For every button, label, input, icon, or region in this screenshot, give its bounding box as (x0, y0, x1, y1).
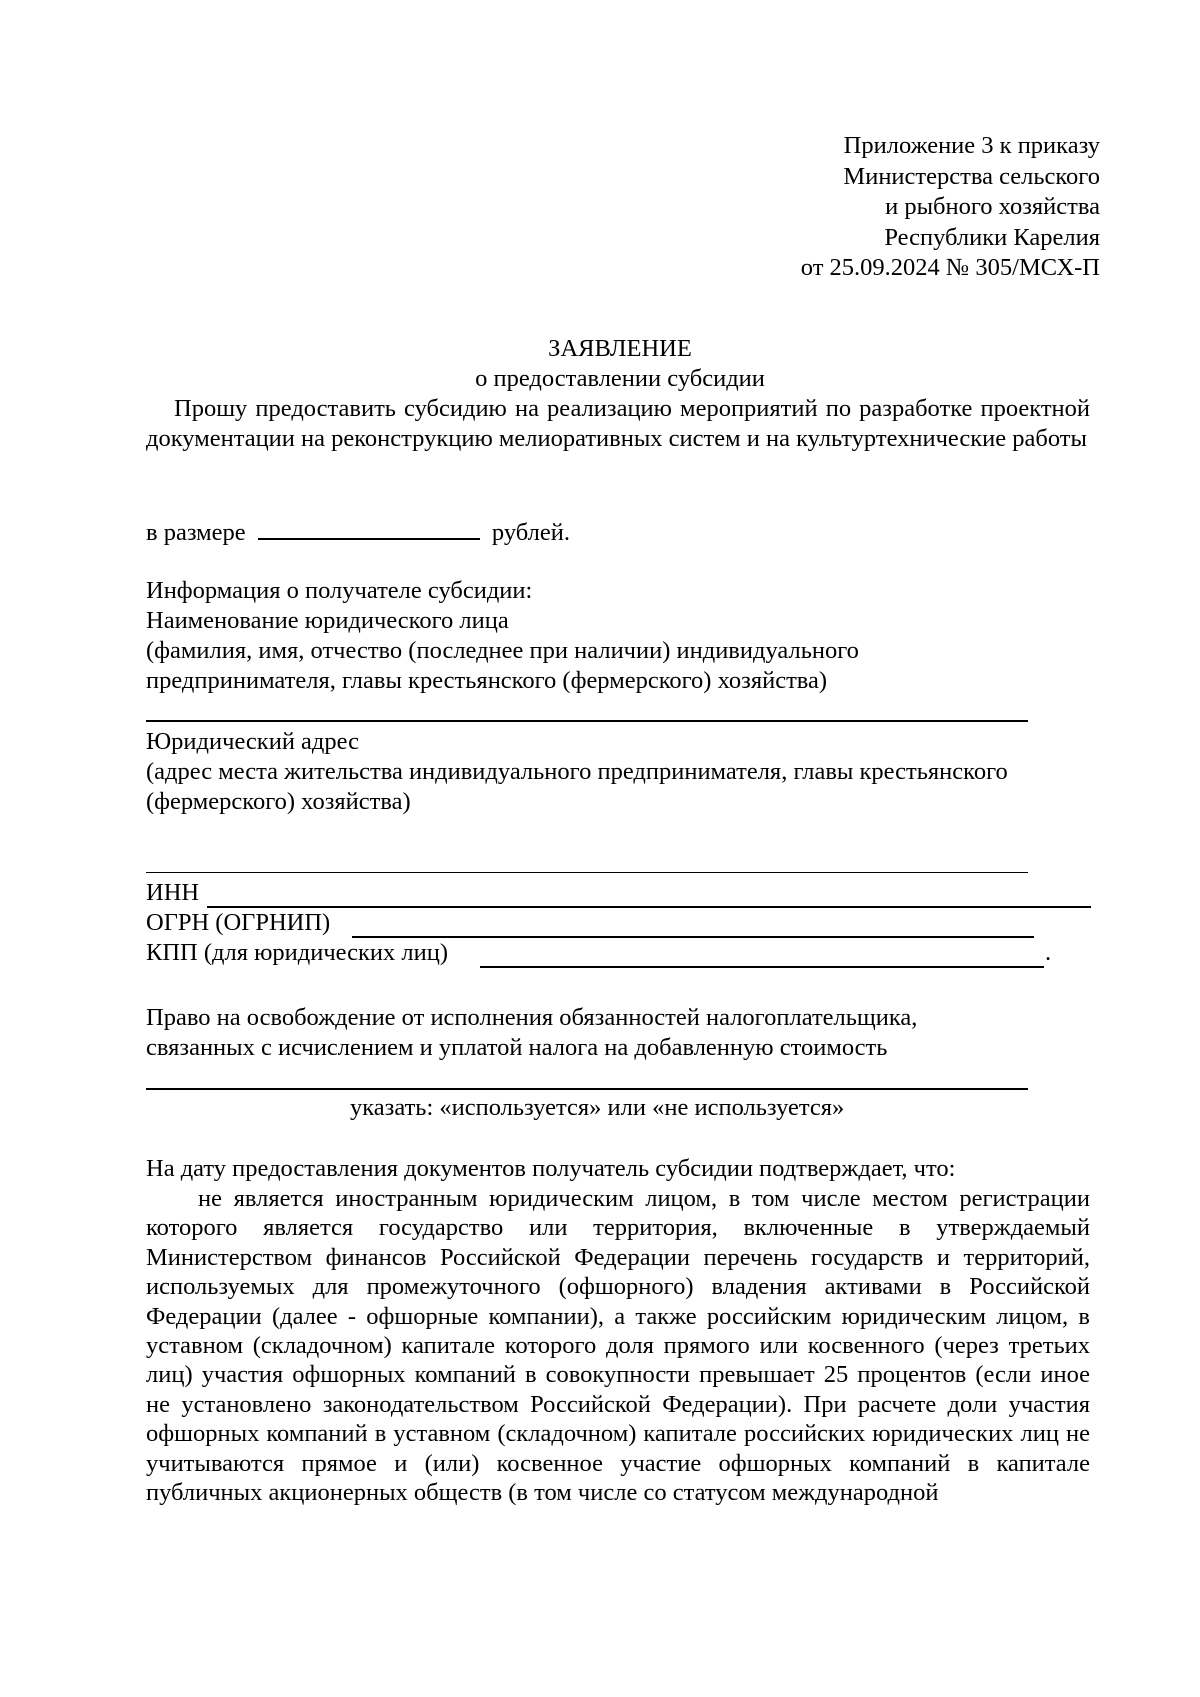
kpp-end-dot: . (1045, 939, 1052, 966)
recipient-heading: Информация о получателе субсидии: (146, 577, 533, 604)
order-reference (801, 131, 1100, 284)
address-label: Юридический адрес (146, 728, 359, 755)
name-field-line[interactable] (146, 720, 1028, 722)
inn-label: ИНН (146, 879, 200, 906)
ogrn-row (146, 908, 330, 938)
confirm-paragraph: не является иностранным юридическим лицом, в том числе местом регистрации которого является государство или территория, включенные в утверждаемый Министерством финансов Российской Федерации перечень государств и территорий, используемых для промежуточного (офшорного) владения активами в Российской Федерации (далее - офшорные компании), а также российским юридическим лицом, в уставном (складочном) капитале которого доля прямого или косвенного (через третьих лиц) участия офшорных компаний в совокупности превышает 25 процентов (если иное не установлено законодательством Российской Федерации). При расчете доли участия офшорных компаний в уставном (складочном) капитале российских юридических лиц не учитываются прямое и (или) косвенное участие офшорных компаний в капитале публичных акционерных обществ (в том числе со статусом международной (146, 1185, 1090, 1507)
amount-row (146, 516, 570, 548)
vat-field-line[interactable] (146, 1088, 1028, 1090)
kpp-field-line[interactable] (480, 966, 1044, 968)
name-label: Наименование юридического лица (146, 607, 509, 634)
name-hint-line-1: (фамилия, имя, отчество (последнее при наличии) индивидуального (146, 637, 859, 664)
kpp-label: КПП (для юридических лиц) (146, 939, 449, 966)
amount-field[interactable] (258, 516, 480, 540)
kpp-row (146, 938, 448, 968)
request-paragraph: Прошу предоставить субсидию на реализацию мероприятий по разработке проектной документации на реконструкцию мелиоративных систем и на культуртехнические работы (146, 395, 1090, 452)
inn-field-line[interactable] (207, 906, 1091, 908)
order-reference-line-5: от 25.09.2024 № 305/МСХ-П (800, 254, 1100, 281)
amount-prefix: в размере (146, 519, 246, 546)
document-subtitle: о предоставлении субсидии (475, 365, 765, 392)
address-hint-line-1: (адрес места жительства индивидуального предпринимателя, главы крестьянского (146, 758, 1008, 785)
document-title: ЗАЯВЛЕНИЕ (548, 335, 692, 362)
address-hint-line-2: (фермерского) хозяйства) (146, 788, 411, 815)
order-reference-line-3: и рыбного хозяйства (885, 193, 1100, 220)
ogrn-field-line[interactable] (352, 936, 1034, 938)
vat-line-2: связанных с исчислением и уплатой налога на добавленную стоимость (146, 1034, 888, 1061)
order-reference-line-1: Приложение 3 к приказу (843, 132, 1100, 159)
ogrn-label: ОГРН (ОГРНИП) (146, 909, 331, 936)
vat-line-1: Право на освобождение от исполнения обязанностей налогоплательщика, (146, 1004, 918, 1031)
amount-suffix: рублей. (491, 519, 570, 546)
name-hint-line-2: предпринимателя, главы крестьянского (фермерского) хозяйства) (146, 667, 828, 694)
confirm-heading: На дату предоставления документов получатель субсидии подтверждает, что: (146, 1155, 956, 1182)
inn-row (146, 878, 199, 908)
order-reference-line-2: Министерства сельского (843, 162, 1100, 190)
address-field-line[interactable] (146, 872, 1028, 873)
order-reference-line-4: Республики Карелия (884, 223, 1100, 251)
vat-hint: указать: «используется» или «не используется» (350, 1094, 845, 1121)
